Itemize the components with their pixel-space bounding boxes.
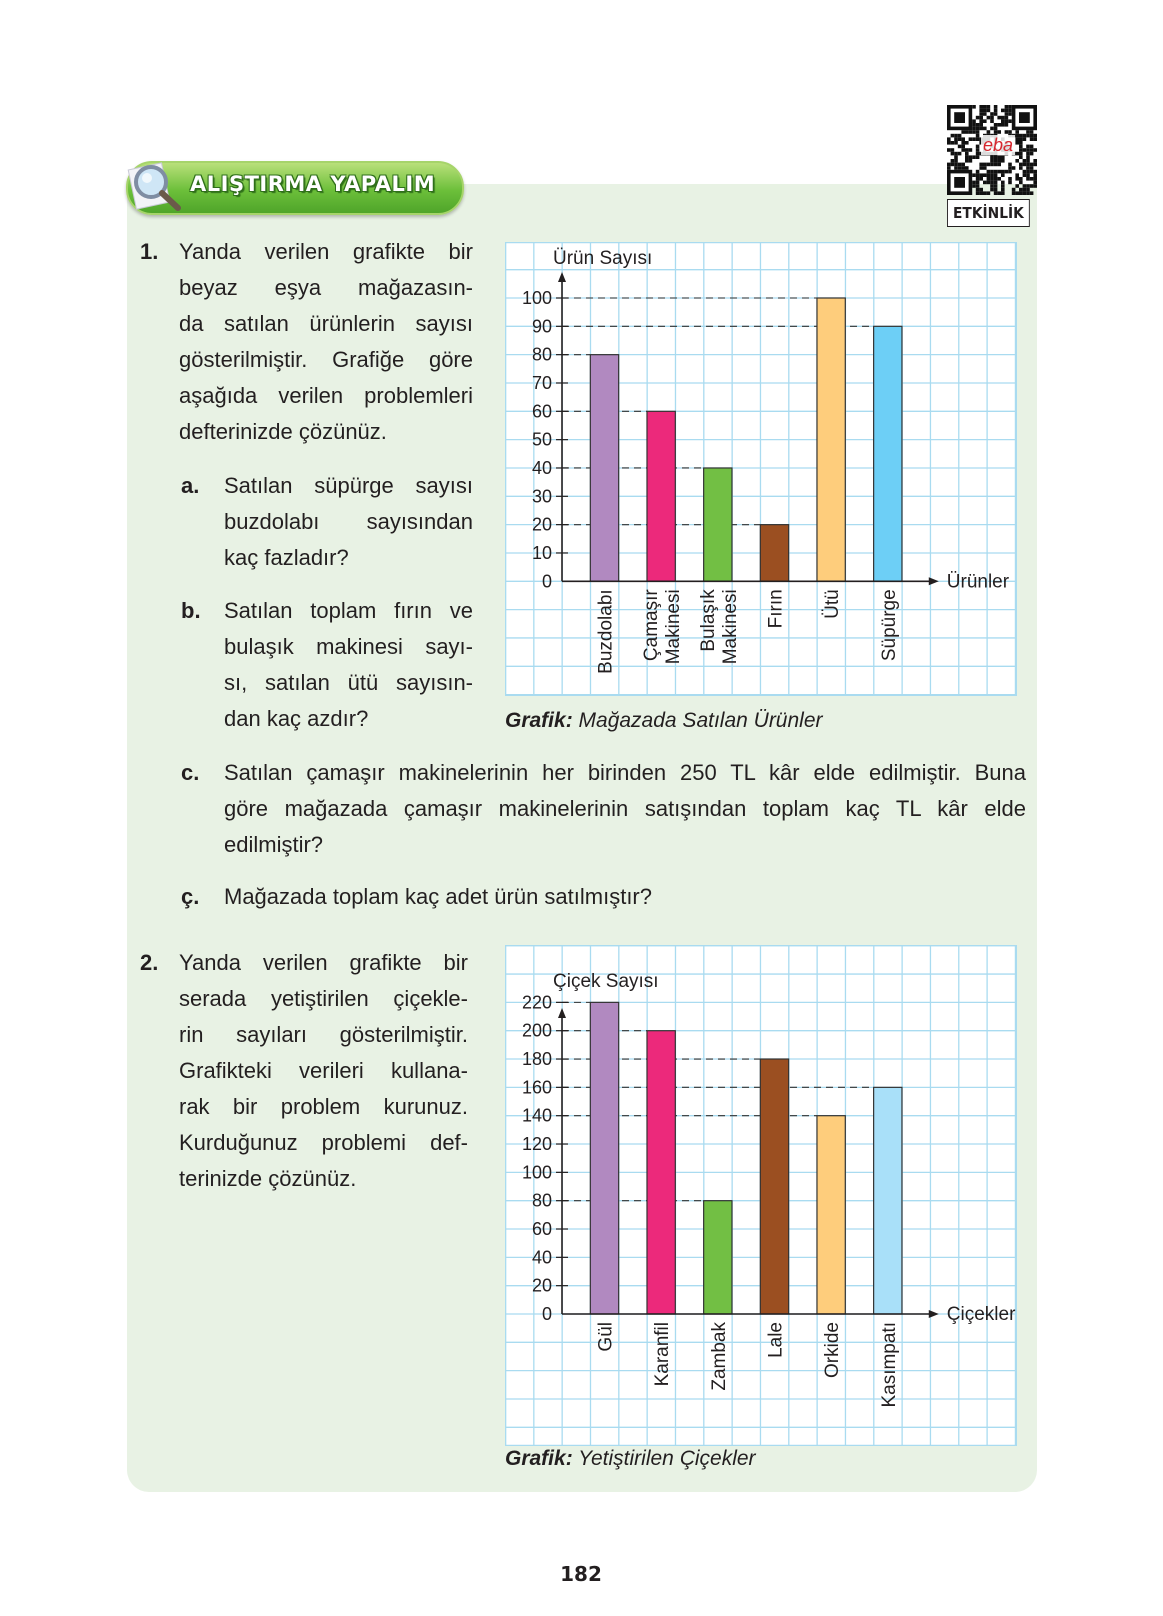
question-1-number: 1. [140, 239, 159, 264]
x-category-label: Zambak [708, 1322, 730, 1391]
bar-ütü [817, 298, 845, 581]
item-c-label: c. [181, 760, 200, 785]
bar-lale [760, 1059, 788, 1314]
text-line: da satılan ürünlerin sayısı [179, 311, 473, 336]
item-cc-text [224, 879, 1026, 915]
question-1-text [179, 234, 473, 450]
eba-logo: eba [982, 135, 1014, 155]
bar-süpürge [874, 326, 902, 581]
caption-label: Grafik: [505, 1447, 573, 1470]
page-number: 182 [560, 1562, 602, 1586]
chart-2-caption [505, 1447, 756, 1471]
caption-text: Mağazada Satılan Ürünler [578, 709, 823, 732]
text-line: kaç fazladır? [224, 545, 349, 570]
y-tick-label: 60 [531, 1219, 552, 1240]
y-tick-label: 40 [531, 1247, 552, 1268]
y-tick-label: 100 [521, 1162, 552, 1183]
text-line: edilmiştir? [224, 832, 324, 857]
text-line: göre mağazada çamaşır makinelerinin satışından toplam kaç TL kâr elde [224, 796, 1026, 821]
caption-text: Yetiştirilen Çiçekler [578, 1447, 756, 1470]
x-category-label: Kasımpatı [878, 1322, 900, 1408]
y-tick-label: 30 [531, 486, 552, 507]
text-line: beyaz eşya mağazasın- [179, 275, 473, 300]
y-tick-label: 60 [531, 401, 552, 422]
bar-zambak [704, 1201, 732, 1314]
bar-buzdolabı [590, 355, 618, 582]
y-tick-label: 70 [531, 372, 552, 393]
bar-gül [590, 1002, 618, 1314]
text-line: Satılan süpürge sayısı [224, 473, 473, 498]
text-line: Satılan toplam fırın ve [224, 598, 473, 623]
bar-orkide [817, 1116, 845, 1314]
y-tick-label: 50 [531, 429, 552, 450]
chart-1-caption [505, 709, 823, 733]
item-a-label: a. [181, 473, 200, 498]
text-line: buzdolabı sayısından [224, 509, 473, 534]
x-category-label: Süpürge [878, 589, 900, 662]
x-category-label: Ütü [822, 589, 844, 619]
x-category-label: Makinesi [719, 589, 741, 665]
qr-code[interactable] [947, 105, 1037, 195]
y-tick-label: 40 [531, 457, 552, 478]
text-line: Yanda verilen grafikte bir [179, 950, 468, 975]
text-line: sı, satılan ütü sayısın- [224, 670, 473, 695]
y-tick-label: 140 [521, 1105, 552, 1126]
y-tick-label: 20 [531, 514, 552, 535]
text-line: terinizde çözünüz. [179, 1166, 357, 1191]
y-tick-label: 180 [521, 1049, 552, 1070]
chart-flowers-grown [505, 945, 1017, 1446]
y-tick-label: 20 [531, 1275, 552, 1296]
bar-kasımpatı [874, 1087, 902, 1314]
x-category-label: Karanfil [652, 1322, 674, 1387]
banner-title: ALIŞTIRMA YAPALIM [190, 172, 436, 196]
x-axis-title: Çiçekler [946, 1304, 1016, 1325]
x-category-label: Gül [595, 1322, 617, 1352]
item-c-text [224, 755, 1026, 863]
y-tick-label: 0 [541, 1304, 552, 1324]
x-category-label: Makinesi [663, 589, 685, 665]
y-tick-label: 120 [521, 1134, 552, 1155]
bar-bulaşık-makinesi [704, 468, 732, 581]
text-line: Yanda verilen grafikte bir [179, 239, 473, 264]
text-line: serada yetiştirilen çiçekle- [179, 986, 468, 1011]
y-tick-label: 100 [521, 288, 552, 308]
text-line: defterinizde çözünüz. [179, 419, 387, 444]
activity-label: ETKİNLİK [947, 199, 1030, 227]
x-category-label: Lale [765, 1322, 787, 1358]
chart-products-sold [505, 242, 1017, 696]
item-b-label: b. [181, 598, 201, 623]
x-category-label: Fırın [765, 589, 787, 629]
caption-label: Grafik: [505, 709, 573, 732]
text-line: Mağazada toplam kaç adet ürün satılmıştır? [224, 884, 652, 909]
y-tick-label: 200 [521, 1020, 552, 1041]
y-tick-label: 80 [531, 1190, 552, 1211]
item-a-text [224, 468, 473, 576]
text-line: rin sayıları gösterilmiştir. [179, 1022, 468, 1047]
x-category-label: Orkide [822, 1322, 844, 1378]
item-b-text [224, 593, 473, 737]
text-line: gösterilmiştir. Grafiğe göre [179, 347, 473, 372]
question-2-text [179, 945, 468, 1197]
text-line: Kurduğunuz problemi def- [179, 1130, 468, 1155]
bar-fırın [760, 525, 788, 582]
y-tick-label: 0 [541, 571, 552, 592]
x-axis-title: Ürünler [946, 571, 1010, 593]
x-category-label: Bulaşık [697, 589, 719, 652]
y-tick-label: 80 [531, 344, 552, 365]
x-category-label: Çamaşır [641, 589, 663, 662]
text-line: bulaşık makinesi sayı- [224, 634, 473, 659]
y-tick-label: 160 [521, 1077, 552, 1098]
magnifier-icon [126, 158, 184, 214]
y-tick-label: 90 [531, 316, 552, 337]
text-line: dan kaç azdır? [224, 706, 369, 731]
text-line: Grafikteki verileri kullana- [179, 1058, 468, 1083]
text-line: aşağıda verilen problemleri [179, 383, 473, 408]
bar-çamaşır-makinesi [647, 411, 675, 581]
y-axis-title: Ürün Sayısı [553, 248, 653, 269]
text-line: Satılan çamaşır makinelerinin her birinden 250 TL kâr elde edilmiştir. Buna [224, 760, 1026, 785]
question-2-number: 2. [140, 950, 159, 975]
y-tick-label: 220 [521, 992, 552, 1013]
bar-karanfil [647, 1031, 675, 1314]
y-tick-label: 10 [531, 542, 552, 563]
item-cc-label: ç. [181, 884, 200, 909]
y-axis-title: Çiçek Sayısı [553, 971, 659, 992]
text-line: rak bir problem kurunuz. [179, 1094, 468, 1119]
x-category-label: Buzdolabı [595, 589, 617, 674]
